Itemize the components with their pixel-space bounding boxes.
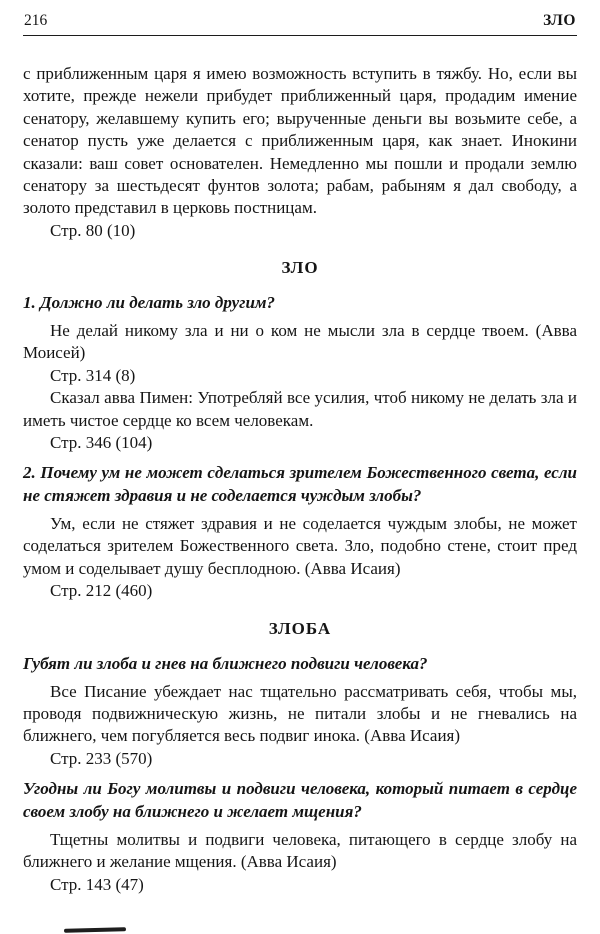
section-title-zlo: ЗЛО: [281, 258, 319, 278]
answer-zlo-1: Не делай никому зла и ни о ком не мысли зла в сердце твоем. (Авва Моисей): [23, 321, 577, 363]
page-number: 216: [24, 12, 48, 29]
page-reference: Стр. 233 (570): [50, 748, 153, 768]
page-reference: Стр. 212 (460): [50, 581, 153, 601]
answer-zloba-1: Все Писание убеждает нас тщательно рассматривать себя, чтобы мы, проводя подвижническую жизнь, не питали злобы и не гневались на ближнего, чем погубляется весь подвиг инока. (Авва Исаия): [23, 681, 577, 746]
paragraph-continuation: с приближенным царя я имею возможность вступить в тяжбу. Но, если вы хотите, прежде нежели прибудет приближенный царя, продадим имение сенатору, желавшему купить его; вырученные деньги вы возьмите себе, а сенатор пусть уже делается с приближенным царя, как знает. Инокини сказали: ваш совет основателен. Немедленно мы пошли и продали землю сенатору за шестьдесят фунтов золота; рабам, рабыням я дал свободу, а золото представил в церковь постницам.: [23, 64, 577, 218]
page-reference: Стр. 346 (104): [50, 433, 153, 453]
answer-zlo-3: Ум, если не стяжет здравия и не соделается чуждым злобы, не может соделаться зрителем Божественного света. Зло, подобно стене, стоит пред умом и соделывает душу бесплодною. (Авва Исаия): [23, 514, 577, 578]
running-title: ЗЛО: [543, 12, 576, 29]
section-title-zloba: ЗЛОБА: [268, 618, 332, 638]
question-zlo-1: 1. Должно ли делать зло другим?: [23, 293, 276, 313]
scan-artifact: [64, 927, 126, 933]
page-reference: Стр. 314 (8): [50, 365, 136, 385]
question-zlo-2: 2. Почему ум не может сделаться зрителем Божественного света, если не стяжет здравия и не соделается чуждым злобы?: [23, 463, 577, 506]
header-rule: [23, 35, 577, 36]
answer-zlo-2: Сказал авва Пимен: Употребляй все усилия, чтоб никому не делать зла и иметь чистое сердце ко всем человекам.: [23, 388, 577, 430]
page-header: [23, 10, 577, 35]
question-zloba-2: Угодны ли Богу молитвы и подвиги человека, который питает в сердце своем злобу на ближнего и желает мщения?: [23, 779, 577, 821]
page-reference: Стр. 80 (10): [50, 220, 136, 240]
page-reference: Стр. 143 (47): [50, 874, 144, 894]
question-zloba-1: Губят ли злоба и гнев на ближнего подвиги человека?: [23, 653, 428, 673]
answer-zloba-2: Тщетны молитвы и подвиги человека, питающего в сердце злобу на ближнего и желание мщения. (Авва Исаия): [23, 829, 577, 872]
